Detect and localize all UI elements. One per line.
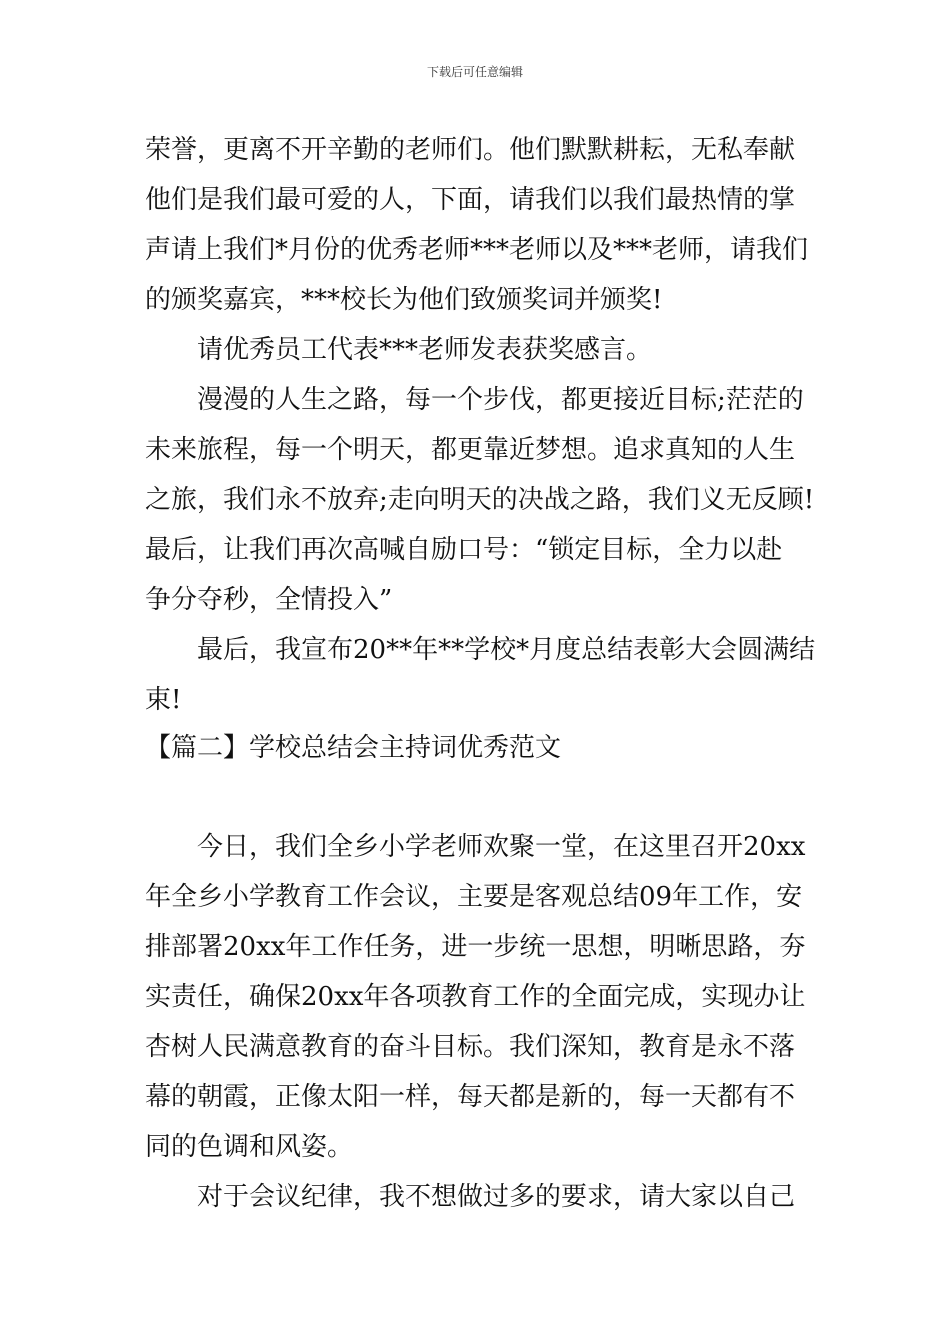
body-line: 年全乡小学教育工作会议，主要是客观总结09年工作，安: [145, 882, 803, 912]
body-line: 同的色调和风姿。: [145, 1132, 354, 1162]
body-line: 未来旅程，每一个明天，都更靠近梦想。追求真知的人生: [145, 435, 796, 465]
paragraph-first-line: 漫漫的人生之路，每一个步伐，都更接近目标;茫茫的: [197, 385, 804, 415]
body-line: 排部署20xx年工作任务，进一步统一思想，明晰思路，夯: [145, 932, 806, 962]
body-line: 束!: [145, 685, 182, 715]
body-line: 最后，让我们再次高喊自励口号：“锁定目标，全力以赴: [145, 535, 783, 565]
body-line: 声请上我们*月份的优秀老师***老师以及***老师，请我们: [145, 235, 809, 265]
body-line: 争分夺秒，全情投入”: [145, 585, 393, 615]
body-line: 他们是我们最可爱的人，下面，请我们以我们最热情的掌: [145, 185, 796, 215]
body-line: 实责任，确保20xx年各项教育工作的全面完成，实现办让: [145, 982, 806, 1012]
page-header: 下载后可任意编辑: [426, 65, 523, 79]
body-line: 幕的朝霞，正像太阳一样，每天都是新的，每一天都有不: [145, 1082, 796, 1112]
paragraph-first-line: 请优秀员工代表***老师发表获奖感言。: [197, 335, 653, 365]
section-heading: 【篇二】学校总结会主持词优秀范文: [145, 733, 562, 763]
body-line: 的颁奖嘉宾，***校长为他们致颁奖词并颁奖!: [145, 285, 663, 315]
body-line: 之旅，我们永不放弃;走向明天的决战之路，我们义无反顾!: [145, 485, 815, 515]
body-line: 荣誉，更离不开辛勤的老师们。他们默默耕耘，无私奉献: [145, 135, 796, 165]
paragraph-first-line: 对于会议纪律，我不想做过多的要求，请大家以自己: [197, 1182, 796, 1212]
paragraph-first-line: 今日，我们全乡小学老师欢聚一堂，在这里召开20xx: [197, 832, 806, 862]
paragraph-first-line: 最后，我宣布20**年**学校*月度总结表彰大会圆满结: [197, 635, 815, 665]
body-line: 杏树人民满意教育的奋斗目标。我们深知，教育是永不落: [145, 1032, 796, 1062]
